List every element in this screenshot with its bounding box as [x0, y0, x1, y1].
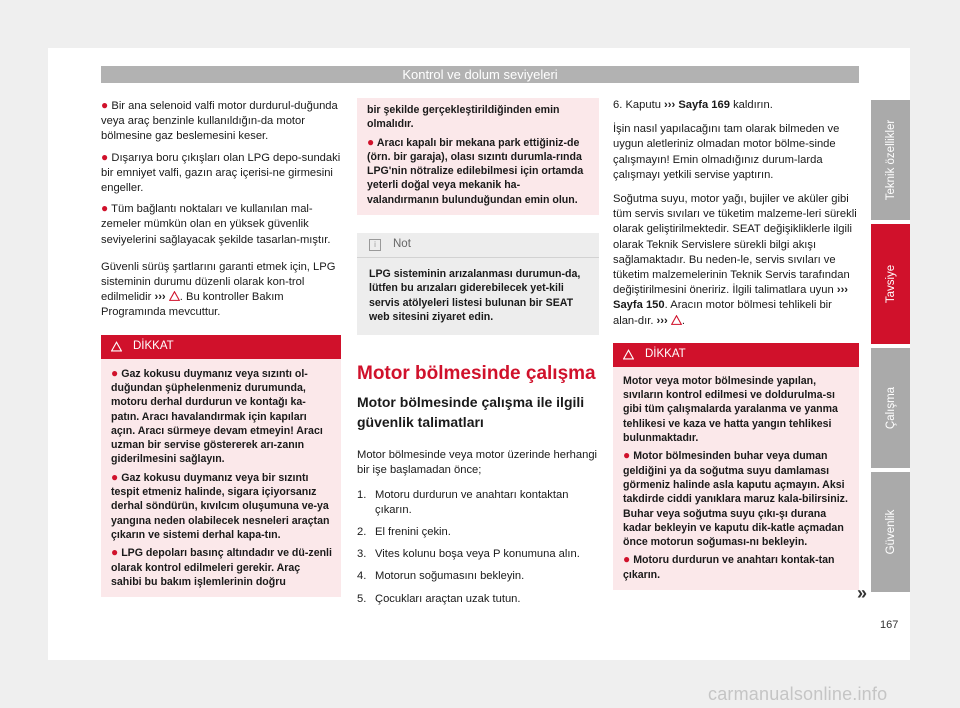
list-item: 5. Çocukları araçtan uzak tutun. [357, 592, 521, 605]
bullet-icon: ● [101, 98, 109, 112]
paragraph-tools: İşin nasıl yapılacağını tam olarak bilmeden ve uygun aletleriniz olmadan motor bölme-sinde çalışmayın! Emin olmadığınız durum-larda çalışmayı yetkili servise yaptırın. [613, 123, 840, 181]
warning-continuation: bir şekilde gerçekleştirildiğinden emin olmalıdır. [367, 104, 560, 131]
watermark: carmanualsonline.info [708, 684, 888, 704]
bullet-icon: ● [623, 552, 631, 567]
subsection-title: Motor bölmesinde çalışma ile ilgili güvenlik talimatları [357, 394, 585, 430]
steps-list [357, 488, 599, 607]
bullet-icon: ● [111, 545, 119, 560]
section-title: Motor bölmesinde çalışma [357, 363, 596, 385]
note-header: i Not [357, 233, 599, 258]
bullet-icon: ● [367, 134, 375, 149]
bullet-icon: ● [111, 365, 119, 380]
tab-guvenlik[interactable]: Güvenlik [871, 472, 910, 592]
warning-body [101, 359, 341, 597]
page-reference-link[interactable]: Sayfa 169 [678, 99, 730, 111]
reference-arrow[interactable]: ››› [656, 314, 668, 327]
list-item: ● Gaz kokusu duymanız veya bir sızıntı tespit etmeniz halinde, sigara içiyorsanız derhal söndürün, kıvılcım oluşumuna ve-ya yangına neden olabilecek nesneleri araçtan çıkarın ve sistemi derhal kapa-tın. [111, 469, 330, 541]
tab-tavsiye[interactable]: Tavsiye [871, 224, 910, 344]
reference-arrow[interactable]: ››› [836, 284, 849, 297]
list-item: 4. Motorun soğumasını bekleyin. [357, 570, 525, 583]
page-header-title: Kontrol ve dolum seviyeleri [101, 66, 859, 83]
warning-triangle-icon [111, 341, 122, 352]
warning-body [613, 367, 859, 590]
bullet-icon: ● [111, 469, 119, 484]
intro-paragraph: Motor bölmesinde veya motor üzerinde herhangi bir işe başlamadan önce; [357, 449, 598, 477]
note-body: LPG sisteminin arızalanması durumun-da, lütfen bu arızaları giderebilecek yet-kili servis atölyeleri listesi bulunan bir SEAT web sitesini ziyaret edin. [369, 268, 581, 323]
list-item: ● Aracı kapalı bir mekana park ettiğiniz-de (örn. bir garaja), olası sızıntı durumla-rında LPG'nin nötralize edilebilmesi için ortamda yeterli doğal veya mekanik ha-valandırmanın bulunduğundan emin olun. [367, 134, 584, 206]
list-item: ● Tüm bağlantı noktaları ve kullanılan mal-zemeler mümkün olan en yüksek güvenlik seviyelerini sağlayacak şekilde tasarlan-mıştır. [101, 201, 331, 246]
bullet-icon: ● [101, 201, 109, 216]
warning-triangle-icon [623, 349, 634, 360]
list-item: ● Dışarıya boru çıkışları olan LPG depo-sundaki bir emniyet valfi, gazın araç içerisi-ne girmesini engeller. [101, 149, 341, 195]
list-item: 2. El frenini çekin. [357, 526, 451, 539]
reference-arrow[interactable]: ››› [664, 99, 676, 111]
lpg-check-paragraph: Güvenli sürüş şartlarını garanti etmek için, LPG sisteminin durumu düzenli olarak kon-trol edilmelidir ››› . Bu kontroller Bakım Programında mevcuttur. [101, 260, 336, 319]
warning-box [613, 343, 859, 590]
warning-body [357, 98, 599, 215]
warning-header: DİKKAT [613, 343, 859, 367]
reference-arrow[interactable]: ››› [154, 291, 166, 304]
note-icon: i [369, 239, 381, 251]
list-item: ● Motoru durdurun ve anahtarı kontak-tan çıkarın. [623, 552, 835, 581]
bullet-icon: ● [623, 448, 631, 463]
note-box [357, 233, 599, 335]
tab-calisma[interactable]: Çalışma [871, 348, 910, 468]
list-item: 3. Vites kolunu boşa veya P konumuna alın. [357, 548, 580, 561]
paragraph-service-fluids: Soğutma suyu, motor yağı, bujiler ve aküler gibi tüm servis sıvıları ve tüketim malzeme-leri sürekli olarak geliştirilmektedir. SEAT değişikliklerle ilgili olarak Teknik Servislere sürekli bilgi akışı sağlamaktadır. Bu neden-le, servis sıvıları ve tüketim malzemelerinin Teknik Servis tarafından değiştirilmesini öneririz. İlgili talimatlara uyun ››› Sayfa 150. Aracın motor bölmesi tehlikeli bir alan-dır. ››› . [613, 193, 857, 327]
tab-teknik-ozellikler[interactable]: Teknik özellikler [871, 100, 910, 220]
warning-triangle-icon [671, 315, 682, 325]
list-item: ● LPG depoları basınç altındadır ve dü-zenli olarak kontrol edilmeleri gerekir. Araç sahibi bu bakım işlemlerinin doğru [111, 545, 332, 588]
list-item: ● Gaz kokusu duymanız veya sızıntı ol-duğundan şüphelenmeniz durumunda, motoru derhal durdurun ve kontağı ka-patın. Aracı havalandırmak için kapıları açın. Aracı sürmeye devam etmeyin! Aracı uzman bir servise göstererek arı-zanın giderilmesini sağlayın. [111, 365, 323, 466]
column-left [101, 98, 341, 597]
list-item: ● Bir ana selenoid valfi motor durdurul-duğunda veya araç benzinle kullanıldığın-da motor bölmesine gaz beslemesini keser. [101, 98, 338, 143]
warning-box-continued [357, 98, 599, 215]
page-reference-link[interactable]: Sayfa 150 [613, 299, 665, 312]
bullet-icon: ● [101, 149, 109, 164]
list-item: ● Motor bölmesinden buhar veya duman geldiğini ya da soğutma suyu damlaması görmeniz halinde asla kaputu açmayın. Aksi takdirde ciddi yanıklara maruz kala-bilirsiniz. Buhar veya soğutma suyu çıkı-şı durana kadar bekleyin ve kaputu dik-katle açmadan önce motorun soğuması-nı bekleyin. [623, 448, 848, 549]
list-item: 1. Motoru durdurun ve anahtarı kontaktan çıkarın. [357, 488, 569, 516]
warning-box [101, 335, 341, 597]
continue-icon: » [857, 583, 868, 603]
warning-triangle-icon [169, 291, 180, 301]
step-six: 6. Kaputu ››› Sayfa 169 kaldırın. [613, 99, 773, 111]
page-number: 167 [880, 619, 899, 631]
warning-intro: Motor veya motor bölmesinde yapılan, sıvıların kontrol edilmesi ve doldurulma-sı gibi tüm çalışmalarda yaralanma ve yanma tehlikesi ve kaza ve hatta yangın tehlikesi bulunmaktadır. [623, 374, 838, 445]
column-right [613, 98, 859, 590]
warning-header: DİKKAT [101, 335, 341, 359]
column-middle [357, 98, 599, 614]
